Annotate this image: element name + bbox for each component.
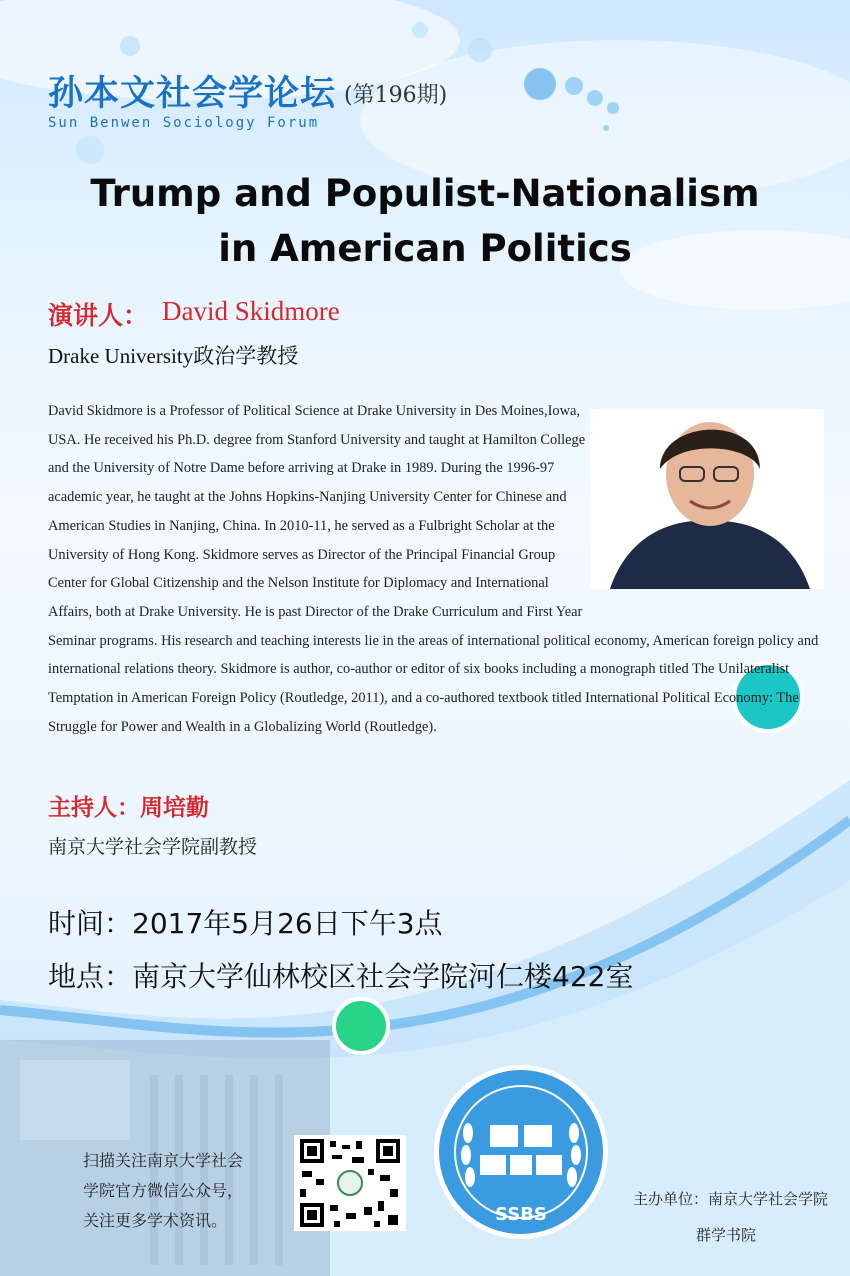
speaker-bio-text: David Skidmore is a Professor of Political Science at Drake University in Des Moines,Iowa, USA. He received his Ph.D. degree from Stanford University and taught at Hamilton College and the University of Notre Dame before arriving at Drake in 1989. During the 1996-97 academic year, he taught at the Johns Hopkins-Nanjing University Center for Chinese and American Studies in Nanjing, China. In 2010-11, he served as a Fulbright Scholar at the University of Hong Kong. Skidmore serves as Director of the Principal Financial Group Center for Global Citizenship and the Nelson Institute for Diplomacy and International Affairs, both at Drake University. He is past Director of the Drake Curriculum and First Year Seminar programs. His research and teaching interests lie in the areas of international political economy, American foreign policy and international relations theory. Skidmore is author, co-author or editor of six books including a monograph titled The Unilateralist Temptation in American Foreign Policy (Routledge, 2011), and a co-authored textbook titled International Political Economy: The Struggle for Power and Wealth in a Globalizing World (Routledge). (48, 403, 819, 735)
wechat-qr-code[interactable] (294, 1135, 406, 1231)
talk-title-line2: in American Politics (218, 227, 632, 270)
forum-name-cn: 孙本文社会学论坛 (48, 74, 337, 114)
event-place: 地点：南京大学仙林校区社会学院河仁楼422室 (48, 960, 634, 993)
forum-name-en: Sun Benwen Sociology Forum (48, 115, 320, 131)
host-affiliation: 南京大学社会学院副教授 (48, 836, 258, 858)
event-time: 时间：2017年5月26日下午3点 (48, 907, 443, 940)
ssbs-logo-text: SSBS (495, 1204, 547, 1225)
speaker-affiliation: Drake University政治学教授 (48, 344, 299, 368)
speaker-label: 演讲人： (48, 301, 149, 330)
forum-issue: (第196期) (344, 83, 448, 108)
speaker-bio (48, 397, 828, 741)
scan-line-2: 学院官方微信公众号， (83, 1181, 244, 1200)
scan-line-1: 扫描关注南京大学社会 (83, 1151, 244, 1170)
talk-title (0, 166, 850, 276)
host-label: 主持人：周培勤 (48, 795, 209, 821)
scan-line-3: 关注更多学术资讯。 (83, 1211, 228, 1230)
scan-instructions (83, 1146, 243, 1236)
speaker-name: David Skidmore (162, 296, 340, 326)
organizer-line-2: 群学书院 (695, 1226, 756, 1244)
talk-title-line1: Trump and Populist-Nationalism (90, 172, 760, 215)
ssbs-logo (432, 1063, 610, 1241)
photo-float-space (588, 403, 828, 603)
organizer (598, 1181, 828, 1253)
organizer-line-1: 主办单位：南京大学社会学院 (632, 1190, 828, 1208)
